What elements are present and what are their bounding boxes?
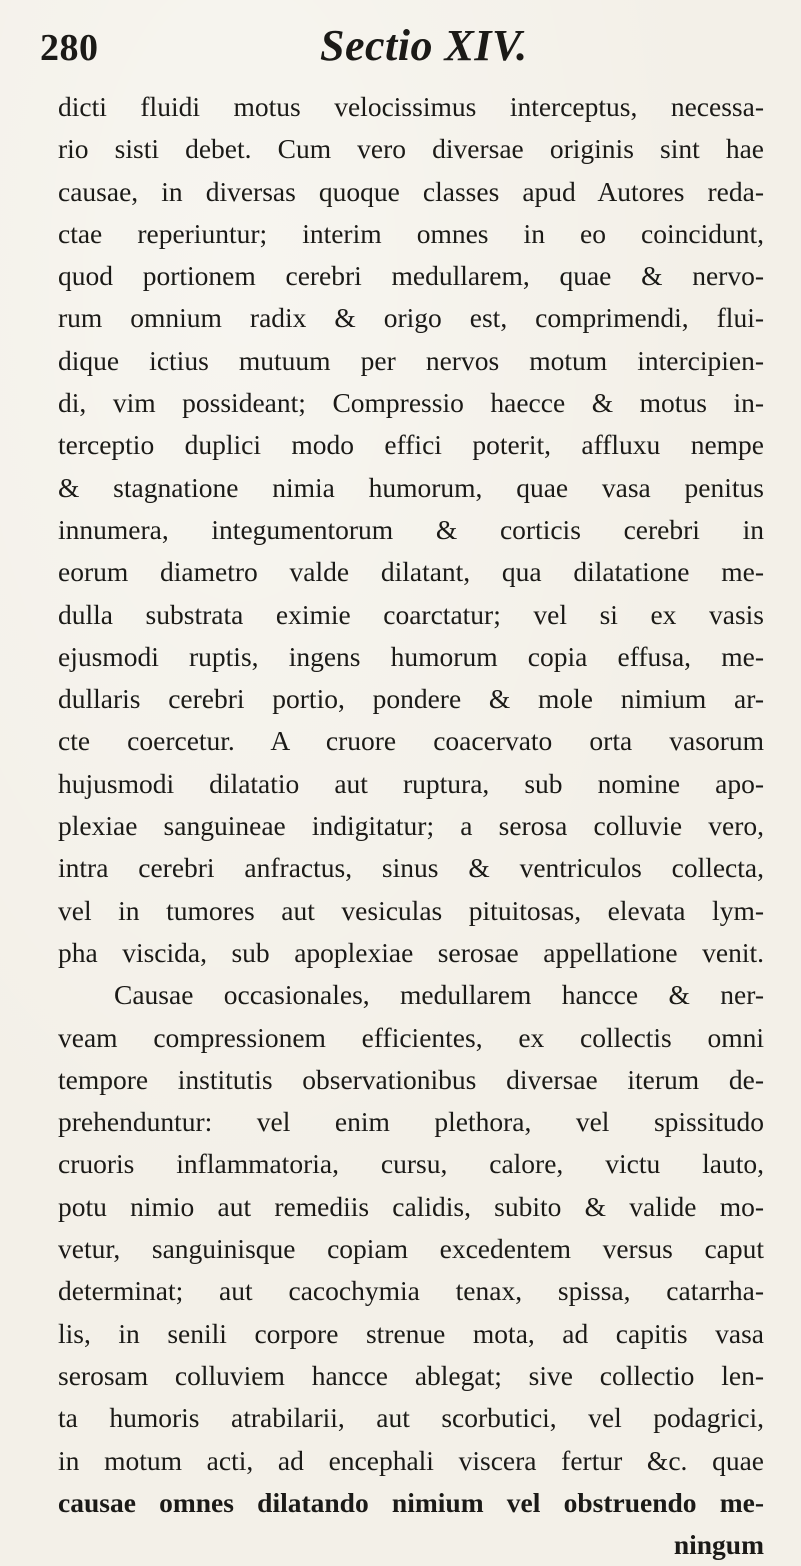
text-line: ejusmodi ruptis, ingens humorum copia effusa, me- xyxy=(58,640,764,672)
text-line: di, vim possideant; Compressio haecce & motus in- xyxy=(58,387,764,419)
running-head: Sectio XIV. xyxy=(320,21,528,70)
catchword: ningum xyxy=(673,1529,764,1561)
text-line: terceptio duplici modo effici poterit, affluxu nempe xyxy=(58,429,764,461)
text-line: prehenduntur: vel enim plethora, vel spissitudo xyxy=(58,1106,764,1138)
text-line: innumera, integumentorum & corticis cerebri in xyxy=(58,513,764,545)
text-line: rio sisti debet. Cum vero diversae originis sint hae xyxy=(58,133,764,165)
text-line: Causae occasionales, medullarem hancce & ner- xyxy=(114,979,764,1011)
text-line: dullaris cerebri portio, pondere & mole nimium ar- xyxy=(58,683,764,715)
text-line: in motum acti, ad encephali viscera fertur &c. quae xyxy=(58,1444,764,1476)
text-line: causae omnes dilatando nimium vel obstruendo me- xyxy=(58,1486,764,1518)
text-line: veam compressionem efficientes, ex collectis omni xyxy=(58,1021,764,1053)
text-line: rum omnium radix & origo est, comprimendi, flui- xyxy=(58,302,764,334)
text-line: cruoris inflammatoria, cursu, calore, victu lauto, xyxy=(58,1148,764,1180)
page-header xyxy=(40,14,761,78)
text-line: plexiae sanguineae indigitatur; a serosa colluvie vero, xyxy=(58,810,764,842)
text-line: hujusmodi dilatatio aut ruptura, sub nomine apo- xyxy=(58,767,764,799)
text-line: ta humoris atrabilarii, aut scorbutici, vel podagrici, xyxy=(58,1402,764,1434)
text-line: dique ictius mutuum per nervos motum intercipien- xyxy=(58,344,764,376)
text-line: pha viscida, sub apoplexiae serosae appellatione venit. xyxy=(58,936,764,968)
text-line: vel in tumores aut vesiculas pituitosas, elevata lym- xyxy=(58,894,764,926)
text-line: determinat; aut cacochymia tenax, spissa, catarrha- xyxy=(58,1275,764,1307)
page-number: 280 xyxy=(40,27,99,69)
text-line: intra cerebri anfractus, sinus & ventriculos collecta, xyxy=(58,852,764,884)
text-line: serosam colluviem hancce ablegat; sive collectio len- xyxy=(58,1359,764,1391)
text-line: lis, in senili corpore strenue mota, ad capitis vasa xyxy=(58,1317,764,1349)
text-line: causae, in diversas quoque classes apud Autores reda- xyxy=(58,175,764,207)
text-line: quod portionem cerebri medullarem, quae & nervo- xyxy=(58,260,764,292)
text-line: dulla substrata eximie coarctatur; vel si ex vasis xyxy=(58,598,764,630)
text-line: vetur, sanguinisque copiam excedentem versus caput xyxy=(58,1233,764,1265)
text-line: & stagnatione nimia humorum, quae vasa penitus xyxy=(58,471,764,503)
text-line: tempore institutis observationibus diversae iterum de- xyxy=(58,1063,764,1095)
text-line: cte coercetur. A cruore coacervato orta vasorum xyxy=(58,725,764,757)
text-line: eorum diametro valde dilatant, qua dilatatione me- xyxy=(58,556,764,588)
text-line: potu nimio aut remediis calidis, subito & valide mo- xyxy=(58,1190,764,1222)
text-line: ctae reperiuntur; interim omnes in eo coincidunt, xyxy=(58,217,764,249)
text-line: dicti fluidi motus velocissimus interceptus, necessa- xyxy=(58,91,764,122)
body-text xyxy=(58,86,764,1566)
